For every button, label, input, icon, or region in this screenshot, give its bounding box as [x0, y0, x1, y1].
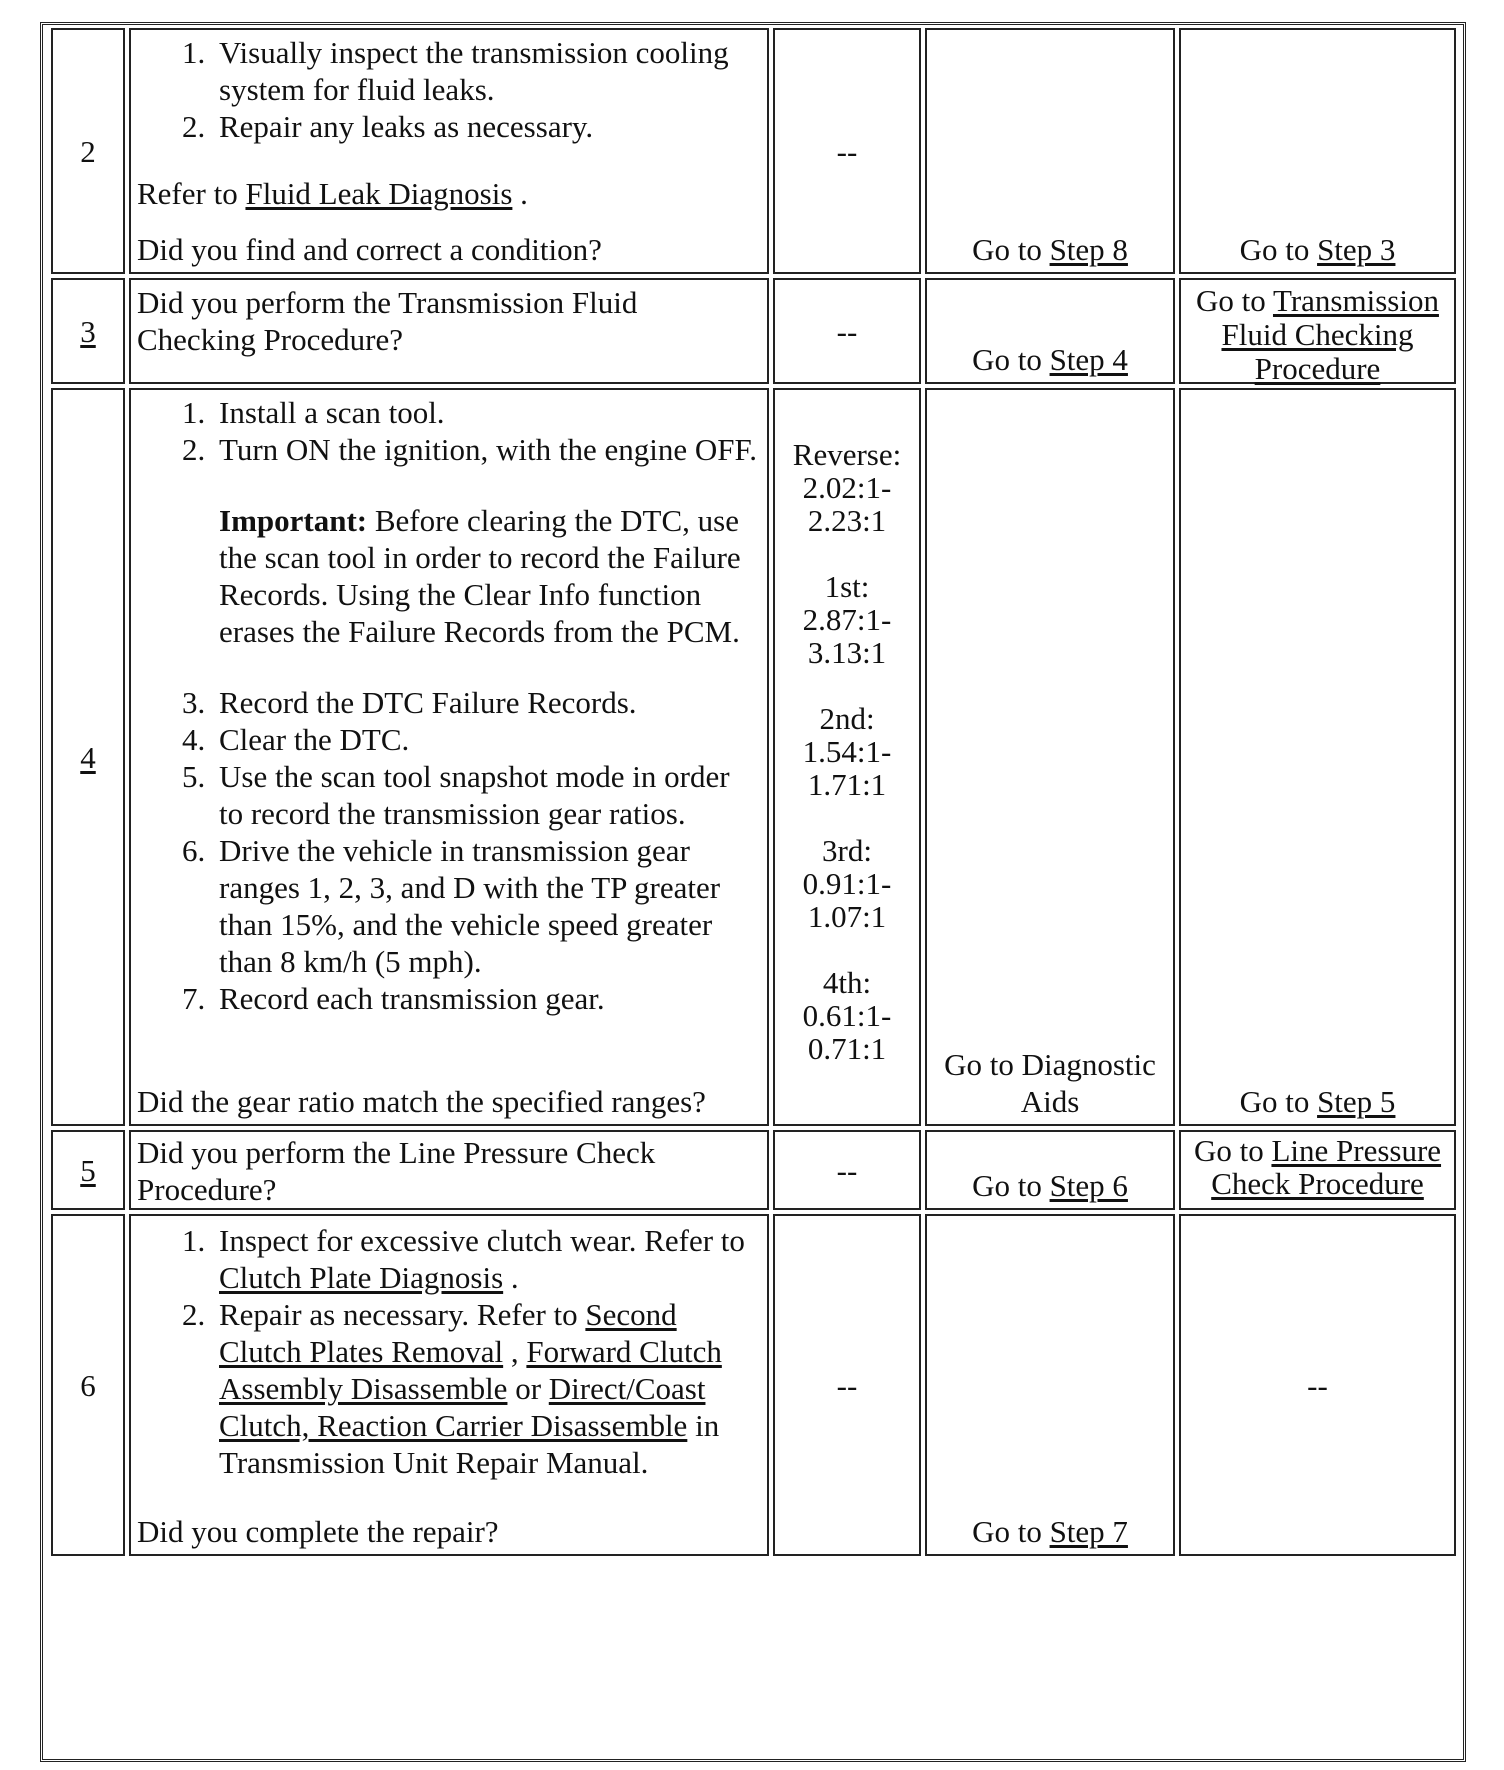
list-item: 4. Clear the DTC. — [213, 721, 761, 758]
question-text: Did the gear ratio match the specified ranges? — [137, 1084, 706, 1119]
yes-cell — [925, 28, 1175, 274]
gear-ratio-1st — [775, 570, 919, 669]
action-cell — [129, 278, 769, 384]
question-text: Did you perform the Line Pressure Check Procedure? — [137, 1135, 656, 1207]
step-number-link[interactable]: 5 — [80, 1152, 96, 1188]
list-item: 5. Use the scan tool snapshot mode in order to record the transmission gear ratios. — [213, 758, 761, 832]
gear-label: 4th: — [822, 965, 872, 1000]
yes-prefix: Go to — [972, 232, 1050, 267]
question-text: Did you complete the repair? — [137, 1514, 499, 1549]
forward-clutch-assembly-disassemble-link[interactable]: Forward Clutch Assembly Disassemble — [219, 1334, 722, 1406]
go-to-step-5-link[interactable]: Step 5 — [1317, 1084, 1396, 1119]
table-row-step-6 — [51, 1214, 1456, 1556]
step-number-cell — [51, 388, 125, 1126]
transmission-fluid-checking-link[interactable]: Transmission — [1272, 283, 1439, 318]
yes-prefix: Go to — [972, 1514, 1050, 1549]
no-cell — [1179, 1130, 1456, 1210]
separator: or — [507, 1371, 549, 1406]
no-value: -- — [1307, 1367, 1328, 1403]
ratio-high: 1.07:1 — [807, 899, 887, 934]
important-note — [137, 502, 761, 650]
value-text: -- — [836, 133, 858, 169]
clutch-plate-diagnosis-link[interactable]: Clutch Plate Diagnosis — [219, 1260, 504, 1295]
step-number-cell — [51, 278, 125, 384]
list-item: 7. Record each transmission gear. — [213, 980, 761, 1017]
gear-ratio-2nd — [775, 702, 919, 801]
yes-prefix: Go to — [972, 1168, 1050, 1203]
ratio-low: 0.91:1- — [802, 866, 892, 901]
step-number-link[interactable]: 4 — [80, 739, 96, 775]
line-pressure-check-link-line-2[interactable]: Check Procedure — [1211, 1166, 1424, 1201]
diagnostic-table — [40, 22, 1466, 1762]
go-to-step-6-link[interactable]: Step 6 — [1049, 1168, 1128, 1203]
table-row-step-4 — [51, 388, 1456, 1126]
value-text: -- — [836, 1367, 858, 1403]
action-list — [137, 1222, 761, 1481]
no-cell — [1179, 28, 1456, 274]
gear-label: Reverse: — [792, 437, 902, 472]
ratio-low: 0.61:1- — [802, 998, 892, 1033]
list-item: 3. Record the DTC Failure Records. — [213, 684, 761, 721]
important-label: Important: — [219, 503, 368, 538]
list-item: 2. Repair any leaks as necessary. — [213, 108, 761, 145]
value-cell — [773, 388, 921, 1126]
value-text: -- — [836, 1152, 858, 1188]
no-prefix: Go to — [1196, 283, 1273, 318]
list-item: 1. Install a scan tool. — [213, 394, 761, 431]
yes-cell — [925, 1130, 1175, 1210]
list-item: 1. Visually inspect the transmission cooling system for fluid leaks. — [213, 34, 761, 108]
go-to-diagnostic-aids: Go to Diagnostic — [944, 1047, 1156, 1082]
fluid-leak-diagnosis-link[interactable]: Fluid Leak Diagnosis — [245, 176, 513, 211]
value-text: -- — [836, 313, 858, 349]
no-cell — [1179, 278, 1456, 384]
transmission-fluid-checking-link-line-2[interactable]: Fluid Checking — [1221, 317, 1414, 352]
go-to-diagnostic-aids-line-2: Aids — [1020, 1084, 1080, 1119]
gear-ratio-reverse — [775, 438, 919, 537]
step-number: 2 — [80, 133, 96, 169]
question-text: Did you find and correct a condition? — [137, 232, 602, 267]
value-cell — [773, 1130, 921, 1210]
table-row-step-2 — [51, 28, 1456, 274]
step-number: 6 — [80, 1367, 96, 1403]
yes-cell — [925, 278, 1175, 384]
action-cell — [129, 388, 769, 1126]
ratio-high: 3.13:1 — [807, 635, 887, 670]
ratio-high: 2.23:1 — [807, 503, 887, 538]
action-cell — [129, 28, 769, 274]
go-to-step-7-link[interactable]: Step 7 — [1049, 1514, 1128, 1549]
ratio-high: 1.71:1 — [807, 767, 887, 802]
question-text: Did you perform the Transmission Fluid Checking Procedure? — [137, 285, 638, 357]
second-clutch-plates-removal-link[interactable]: Second Clutch Plates Removal — [219, 1297, 677, 1369]
action-text: Inspect for excessive clutch wear. Refer to — [219, 1223, 745, 1258]
table-row-step-5 — [51, 1130, 1456, 1210]
step-number-cell — [51, 1130, 125, 1210]
step-number-cell — [51, 28, 125, 274]
value-cell — [773, 1214, 921, 1556]
value-cell — [773, 278, 921, 384]
important-text: Before clearing the DTC, use the scan tool in order to record the Failure Records. Using the Clear Info function erases the Failure Records from the PCM. — [219, 503, 741, 649]
refer-suffix: . — [512, 176, 528, 211]
step-number-cell — [51, 1214, 125, 1556]
go-to-step-3-link[interactable]: Step 3 — [1317, 232, 1396, 267]
gear-ratio-3rd — [775, 834, 919, 933]
no-prefix: Go to — [1193, 1133, 1272, 1168]
gear-label: 2nd: — [819, 701, 875, 736]
action-cell — [129, 1214, 769, 1556]
no-prefix: Go to — [1239, 1084, 1318, 1119]
yes-cell — [925, 388, 1175, 1126]
no-cell — [1179, 1214, 1456, 1556]
list-item — [213, 1222, 761, 1296]
no-prefix: Go to — [1239, 232, 1318, 267]
ratio-low: 2.87:1- — [802, 602, 892, 637]
ratio-low: 2.02:1- — [802, 470, 892, 505]
action-cell — [129, 1130, 769, 1210]
value-cell — [773, 28, 921, 274]
separator: , — [503, 1334, 527, 1369]
list-item — [213, 1296, 761, 1481]
action-list — [137, 394, 761, 468]
gear-label: 3rd: — [822, 833, 872, 868]
ratio-high: 0.71:1 — [807, 1031, 887, 1066]
yes-cell — [925, 1214, 1175, 1556]
ratio-low: 1.54:1- — [802, 734, 892, 769]
list-item: 2. Turn ON the ignition, with the engine OFF. — [213, 431, 761, 468]
action-list — [137, 684, 761, 1017]
table-row-step-3 — [51, 278, 1456, 384]
go-to-step-8-link[interactable]: Step 8 — [1049, 232, 1128, 267]
line-pressure-check-link[interactable]: Line Pressure — [1271, 1133, 1442, 1168]
step-number-link[interactable]: 3 — [80, 313, 96, 349]
action-suffix: in Transmission Unit Repair Manual. — [219, 1408, 720, 1480]
action-text: Repair as necessary. Refer to — [219, 1297, 586, 1332]
refer-line — [137, 175, 761, 212]
go-to-step-4-link[interactable]: Step 4 — [1049, 342, 1128, 377]
refer-prefix: Refer to — [137, 176, 246, 211]
gear-ratio-4th — [775, 966, 919, 1065]
no-cell — [1179, 388, 1456, 1126]
direct-coast-clutch-disassemble-link[interactable]: Direct/Coast Clutch, Reaction Carrier Disassemble — [219, 1371, 706, 1443]
list-item: 6. Drive the vehicle in transmission gear ranges 1, 2, 3, and D with the TP greater than 15%, and the vehicle speed greater than 8 km/h (5 mph). — [213, 832, 761, 980]
gear-label: 1st: — [824, 569, 870, 604]
transmission-fluid-checking-link-line-3[interactable]: Procedure — [1254, 351, 1381, 386]
action-suffix: . — [503, 1260, 519, 1295]
action-list — [137, 34, 761, 145]
yes-prefix: Go to — [972, 342, 1050, 377]
